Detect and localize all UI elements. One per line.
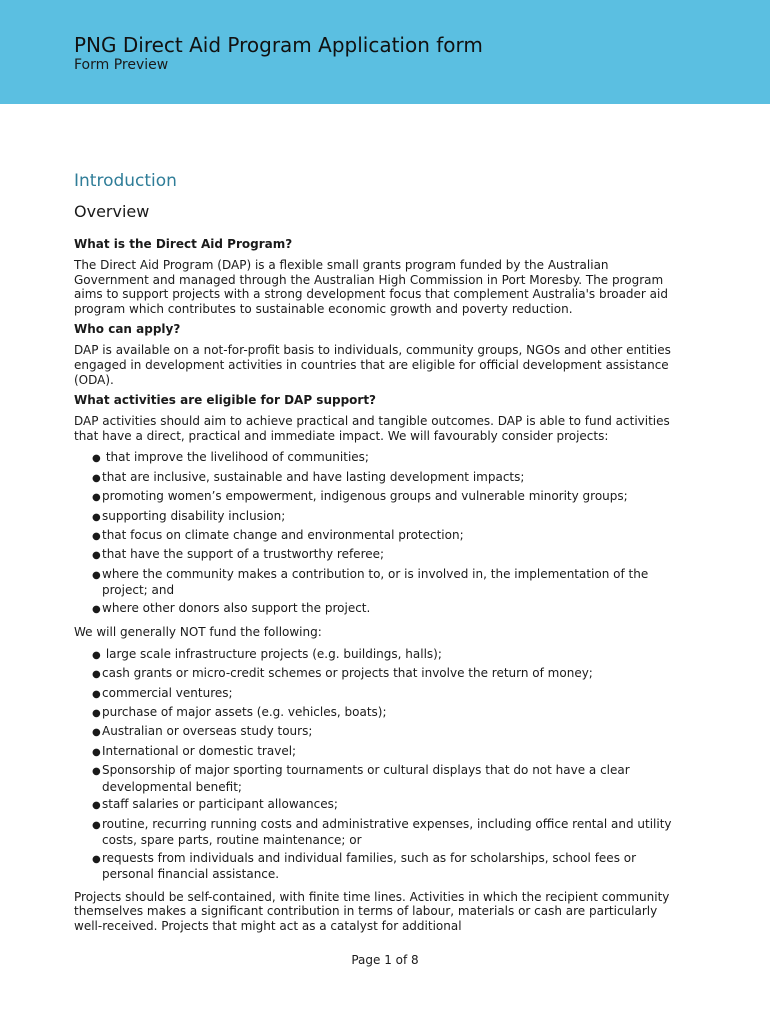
answer-who-can-apply: DAP is available on a not-for-profit basis to individuals, community groups, NGOs and other entities engaged in development activities in countries that are eligible for official development assistance (ODA). [74,343,671,387]
form-content [74,170,684,940]
question-what-is-dap: What is the Direct Aid Program? [74,237,293,251]
form-subtitle: Form Preview [74,57,169,73]
eligible-list [74,450,684,617]
bullet-icon: ● [92,688,101,700]
form-title: PNG Direct Aid Program Application form [74,33,483,57]
bullet-icon: ● [92,708,101,720]
question-who-can-apply: Who can apply? [74,322,181,337]
bullet-icon: ● [92,853,101,865]
list-item: ● that improve the livelihood of communities; [92,450,684,467]
not-funded-intro: We will generally NOT fund the following: [74,625,322,640]
page-number: Page 1 of 8 [351,953,419,967]
closing-paragraph: Projects should be self-contained, with finite time lines. Activities in which the recipient community themselves makes a significant contribution in terms of labour, materials or cash are particularly well-received. Projects that might act as a catalyst for additional [74,889,670,933]
list-item: ●that are inclusive, sustainable and have lasting development impacts; [92,470,684,487]
list-item: ●requests from individuals and individual families, such as for scholarships, school fees or personal financial assistance. [92,850,637,882]
list-item: ●commercial ventures; [92,686,684,703]
list-item: ●purchase of major assets (e.g. vehicles, boats); [92,705,684,722]
list-item: ●where other donors also support the project. [92,601,684,618]
bullet-icon: ● [92,472,101,484]
bullet-icon: ● [92,511,101,523]
list-item: ●staff salaries or participant allowances; [92,797,684,814]
bullet-icon: ● [92,603,101,615]
bullet-icon: ● [92,649,101,661]
bullet-icon: ● [92,669,101,681]
list-item: ●routine, recurring running costs and administrative expenses, including office rental and utility costs, spare parts, routine maintenance; or [92,816,672,848]
list-item: ●where the community makes a contribution to, or is involved in, the implementation of the project; and [92,566,649,598]
answer-eligible-activities: DAP activities should aim to achieve practical and tangible outcomes. DAP is able to fund activities that have a direct, practical and immediate impact. We will favourably consider projects: [74,414,670,443]
list-item: ●that focus on climate change and environmental protection; [92,528,684,545]
section-title: Introduction [74,171,177,191]
section-subtitle: Overview [74,202,150,221]
list-item: ●cash grants or micro-credit schemes or projects that involve the return of money; [92,666,684,683]
answer-what-is-dap: The Direct Aid Program (DAP) is a flexible small grants program funded by the Australian Government and managed through the Australian High Commission in Port Moresby. The program aims to support projects with a strong development focus that complement Australia's broader aid program which contributes to sustainable economic growth and poverty reduction. [74,258,668,316]
list-item: ●supporting disability inclusion; [92,509,684,526]
bullet-icon: ● [92,727,101,739]
not-funded-list [74,647,684,882]
list-item: ●that have the support of a trustworthy referee; [92,547,684,564]
list-item: ● large scale infrastructure projects (e.g. buildings, halls); [92,647,684,664]
list-item: ●International or domestic travel; [92,744,684,761]
list-item: ●Australian or overseas study tours; [92,724,684,741]
bullet-icon: ● [92,530,101,542]
question-eligible-activities: What activities are eligible for DAP support? [74,393,377,408]
list-item: ●Sponsorship of major sporting tournaments or cultural displays that do not have a clear developmental benefit; [92,763,630,794]
bullet-icon: ● [92,746,101,758]
bullet-icon: ● [92,550,101,562]
bullet-icon: ● [92,800,101,812]
list-item: ●promoting women’s empowerment, indigenous groups and vulnerable minority groups; [92,489,684,506]
bullet-icon: ● [92,492,101,504]
bullet-icon: ● [92,819,101,831]
bullet-icon: ● [92,453,101,465]
bullet-icon: ● [92,766,101,778]
page-header [0,0,770,104]
bullet-icon: ● [92,569,101,581]
